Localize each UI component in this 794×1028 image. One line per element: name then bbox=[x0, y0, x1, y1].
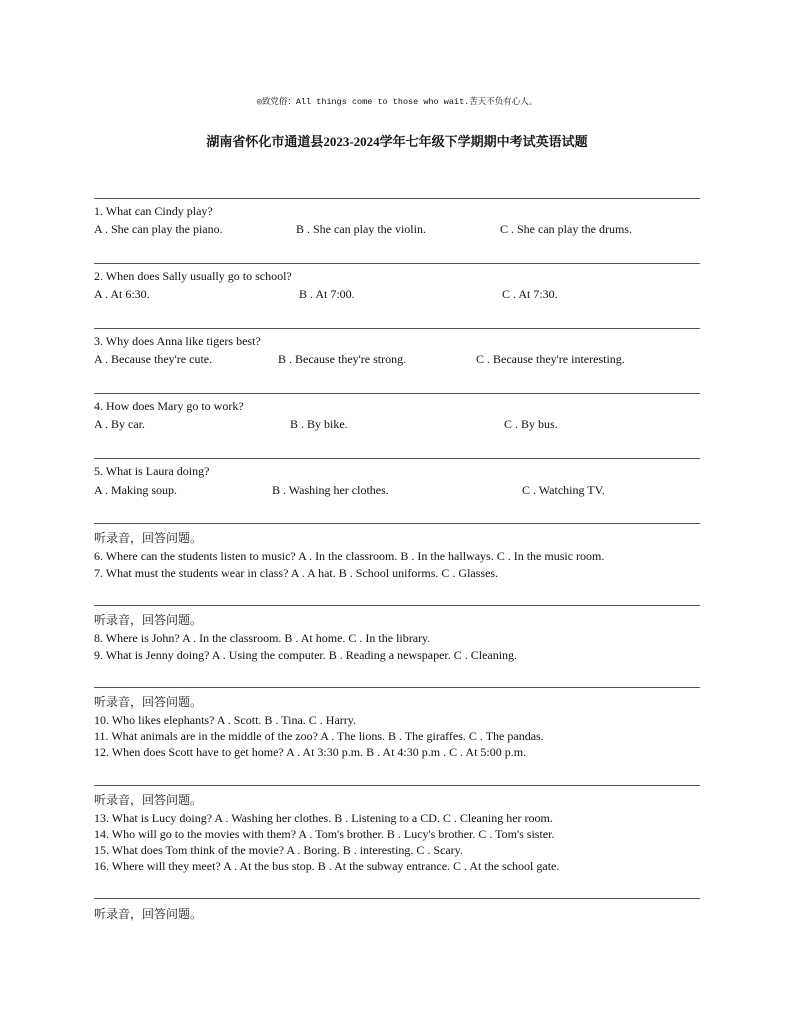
option-b: B . At 7:00. bbox=[299, 287, 355, 301]
option-b: B . She can play the violin. bbox=[296, 222, 426, 236]
listening-instruction: 听录音，回答问题。 bbox=[94, 907, 203, 921]
listening-item: 12. When does Scott have to get home? A . At 3:30 p.m. B . At 4:30 p.m . C . At 5:00 p.m. bbox=[94, 745, 527, 759]
page-title: 湖南省怀化市通道县2023-2024学年七年级下学期期中考试英语试题 bbox=[206, 134, 588, 149]
divider bbox=[94, 393, 700, 394]
divider bbox=[94, 458, 700, 459]
option-c: C . Because they're interesting. bbox=[476, 352, 625, 366]
listening-item: 8. Where is John? A . In the classroom. B . At home. C . In the library. bbox=[94, 631, 431, 645]
option-c: C . By bus. bbox=[504, 417, 558, 431]
divider bbox=[94, 605, 700, 606]
question-stem: 1. What can Cindy play? bbox=[94, 204, 213, 218]
listening-item: 16. Where will they meet? A . At the bus stop. B . At the subway entrance. C . At the school gate. bbox=[94, 859, 560, 873]
divider bbox=[94, 785, 700, 786]
option-c: C . At 7:30. bbox=[502, 287, 558, 301]
question-stem: 2. When does Sally usually go to school? bbox=[94, 269, 292, 283]
divider bbox=[94, 687, 700, 688]
listening-item: 10. Who likes elephants? A . Scott. B . Tina. C . Harry. bbox=[94, 713, 356, 727]
option-b: B . Washing her clothes. bbox=[272, 483, 389, 497]
listening-item: 13. What is Lucy doing? A . Washing her clothes. B . Listening to a CD. C . Cleaning her room. bbox=[94, 811, 553, 825]
divider bbox=[94, 898, 700, 899]
listening-item: 14. Who will go to the movies with them? A . Tom's brother. B . Lucy's brother. C . Tom's sister. bbox=[94, 827, 555, 841]
option-c: C . Watching TV. bbox=[522, 483, 605, 497]
option-a: A . She can play the piano. bbox=[94, 222, 223, 236]
question-stem: 5. What is Laura doing? bbox=[94, 464, 210, 478]
listening-instruction: 听录音，回答问题。 bbox=[94, 793, 203, 807]
divider bbox=[94, 263, 700, 264]
listening-item: 11. What animals are in the middle of the zoo? A . The lions. B . The giraffes. C . The pandas. bbox=[94, 729, 544, 743]
option-b: B . By bike. bbox=[290, 417, 348, 431]
listening-item: 15. What does Tom think of the movie? A . Boring. B . interesting. C . Scary. bbox=[94, 843, 463, 857]
option-a: A . Making soup. bbox=[94, 483, 178, 497]
listening-instruction: 听录音，回答问题。 bbox=[94, 531, 203, 545]
listening-item: 9. What is Jenny doing? A . Using the computer. B . Reading a newspaper. C . Cleaning. bbox=[94, 648, 518, 662]
option-a: A . By car. bbox=[94, 417, 145, 431]
listening-instruction: 听录音，回答问题。 bbox=[94, 613, 203, 627]
divider bbox=[94, 328, 700, 329]
question-stem: 3. Why does Anna like tigers best? bbox=[94, 334, 261, 348]
listening-item: 6. Where can the students listen to music? A . In the classroom. B . In the hallways. C . In the music room. bbox=[94, 549, 605, 563]
listening-item: 7. What must the students wear in class? A . A hat. B . School uniforms. C . Glasses. bbox=[94, 566, 499, 580]
divider bbox=[94, 523, 700, 524]
divider bbox=[94, 198, 700, 199]
listening-instruction: 听录音，回答问题。 bbox=[94, 695, 203, 709]
option-c: C . She can play the drums. bbox=[500, 222, 632, 236]
question-stem: 4. How does Mary go to work? bbox=[94, 399, 244, 413]
motto: ◎致党俗：All things come to those who wait.苦天不负有心人。 bbox=[256, 97, 538, 107]
option-a: A . At 6:30. bbox=[94, 287, 150, 301]
option-a: A . Because they're cute. bbox=[94, 352, 213, 366]
option-b: B . Because they're strong. bbox=[278, 352, 407, 366]
